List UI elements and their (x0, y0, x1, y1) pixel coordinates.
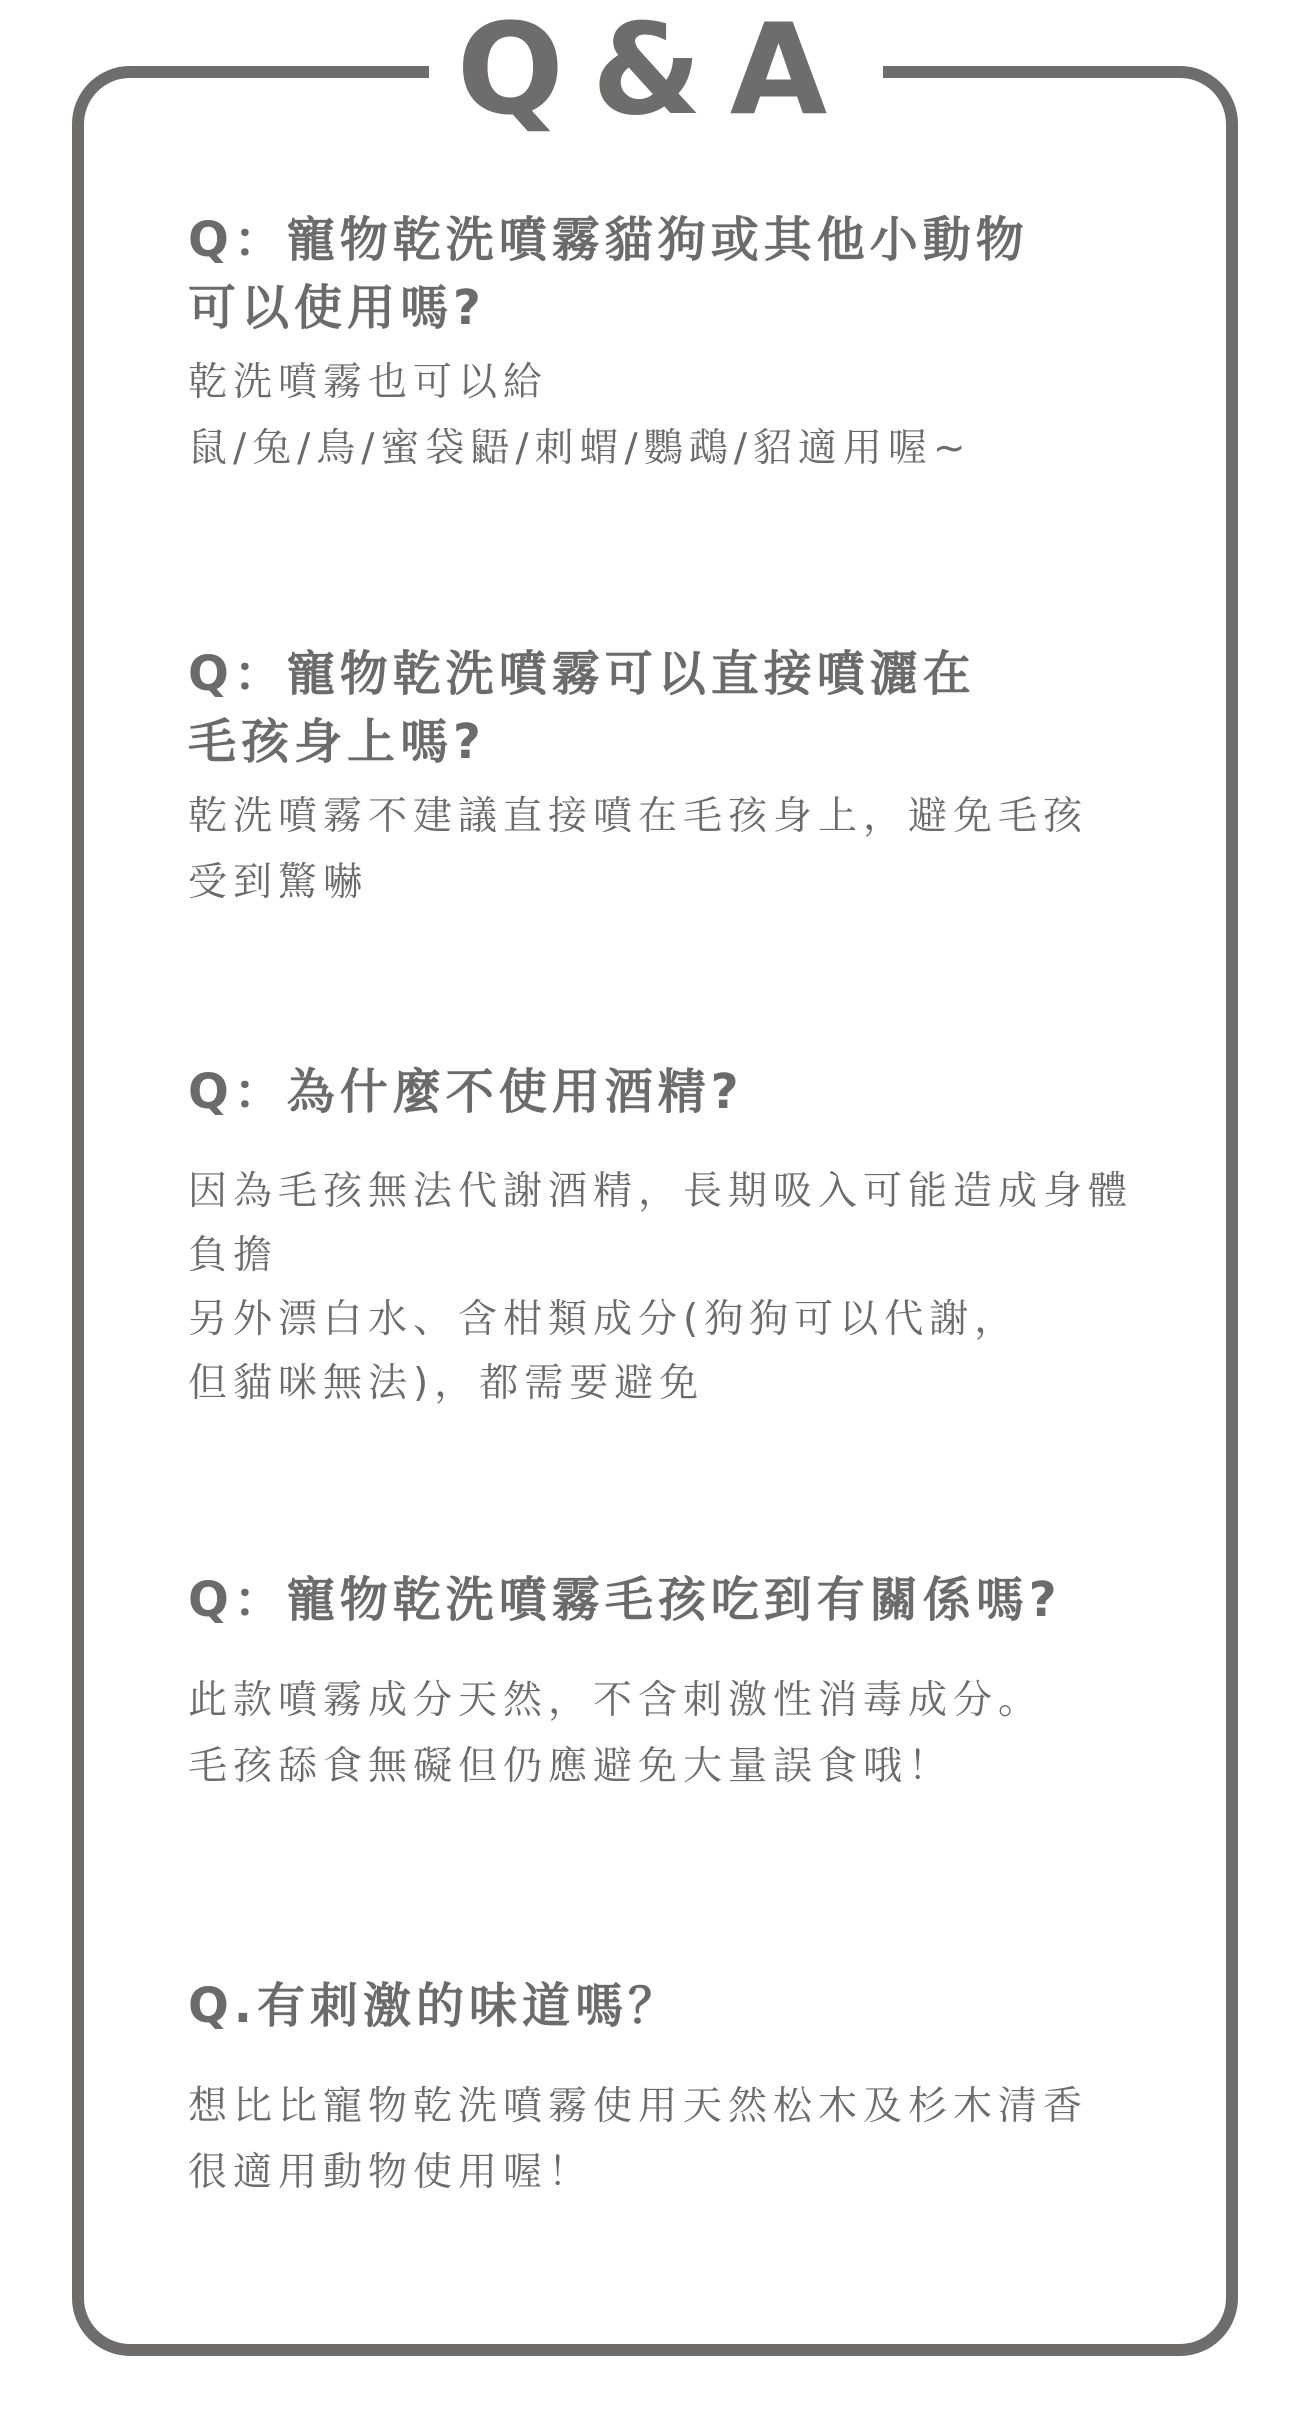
title-wrap (0, 0, 1312, 143)
answer-line: 此款噴霧成分天然，不含刺激性消毒成分。 (188, 1678, 1044, 1723)
faq-answer (188, 350, 1208, 482)
answer-line: 負擔 (188, 1233, 279, 1278)
answer-line: 乾洗噴霧不建議直接噴在毛孩身上，避免毛孩 (188, 794, 1089, 839)
faq-question (188, 206, 1208, 342)
faq-answer (188, 1160, 1208, 1416)
question-line: Q：寵物乾洗噴霧可以直接噴灑在 (188, 646, 976, 702)
faq-answer (188, 784, 1208, 916)
faq-question (188, 1058, 1208, 1126)
faq-item-4 (188, 1566, 1208, 1800)
question-line: 毛孩身上嗎? (188, 714, 486, 770)
faq-item-1 (188, 206, 1208, 482)
page-title: Q&A (429, 0, 884, 140)
question-line: Q：寵物乾洗噴霧貓狗或其他小動物 (188, 212, 1029, 268)
answer-line: 因為毛孩無法代謝酒精，長期吸入可能造成身體 (188, 1169, 1134, 1214)
faq-item-2 (188, 640, 1208, 916)
answer-line: 想比比寵物乾洗噴霧使用天然松木及杉木清香 (188, 2084, 1089, 2129)
question-line: Q：為什麼不使用酒精? (188, 1064, 744, 1120)
answer-line: 很適用動物使用喔！ (188, 2150, 594, 2195)
question-line: Q：寵物乾洗噴霧毛孩吃到有關係嗎? (188, 1572, 1062, 1628)
answer-line: 但貓咪無法)，都需要避免 (188, 1361, 705, 1406)
faq-question (188, 640, 1208, 776)
faq-item-5 (188, 1972, 1208, 2206)
answer-line: 受到驚嚇 (188, 860, 369, 905)
faq-question (188, 1972, 1208, 2040)
answer-line: 毛孩舔食無礙但仍應避免大量誤食哦！ (188, 1744, 954, 1789)
answer-line: 乾洗噴霧也可以給 (188, 360, 549, 405)
answer-line: 鼠/兔/鳥/蜜袋鼯/刺蝟/鸚鵡/貂適用喔~ (188, 426, 972, 471)
question-line: Q.有刺激的味道嗎？ (188, 1978, 682, 2034)
answer-line: 另外漂白水、含柑類成分(狗狗可以代謝， (188, 1297, 1020, 1342)
faq-answer (188, 2074, 1208, 2206)
faq-question (188, 1566, 1208, 1634)
faq-item-3 (188, 1058, 1208, 1416)
question-line: 可以使用嗎? (188, 280, 486, 336)
faq-answer (188, 1668, 1208, 1800)
